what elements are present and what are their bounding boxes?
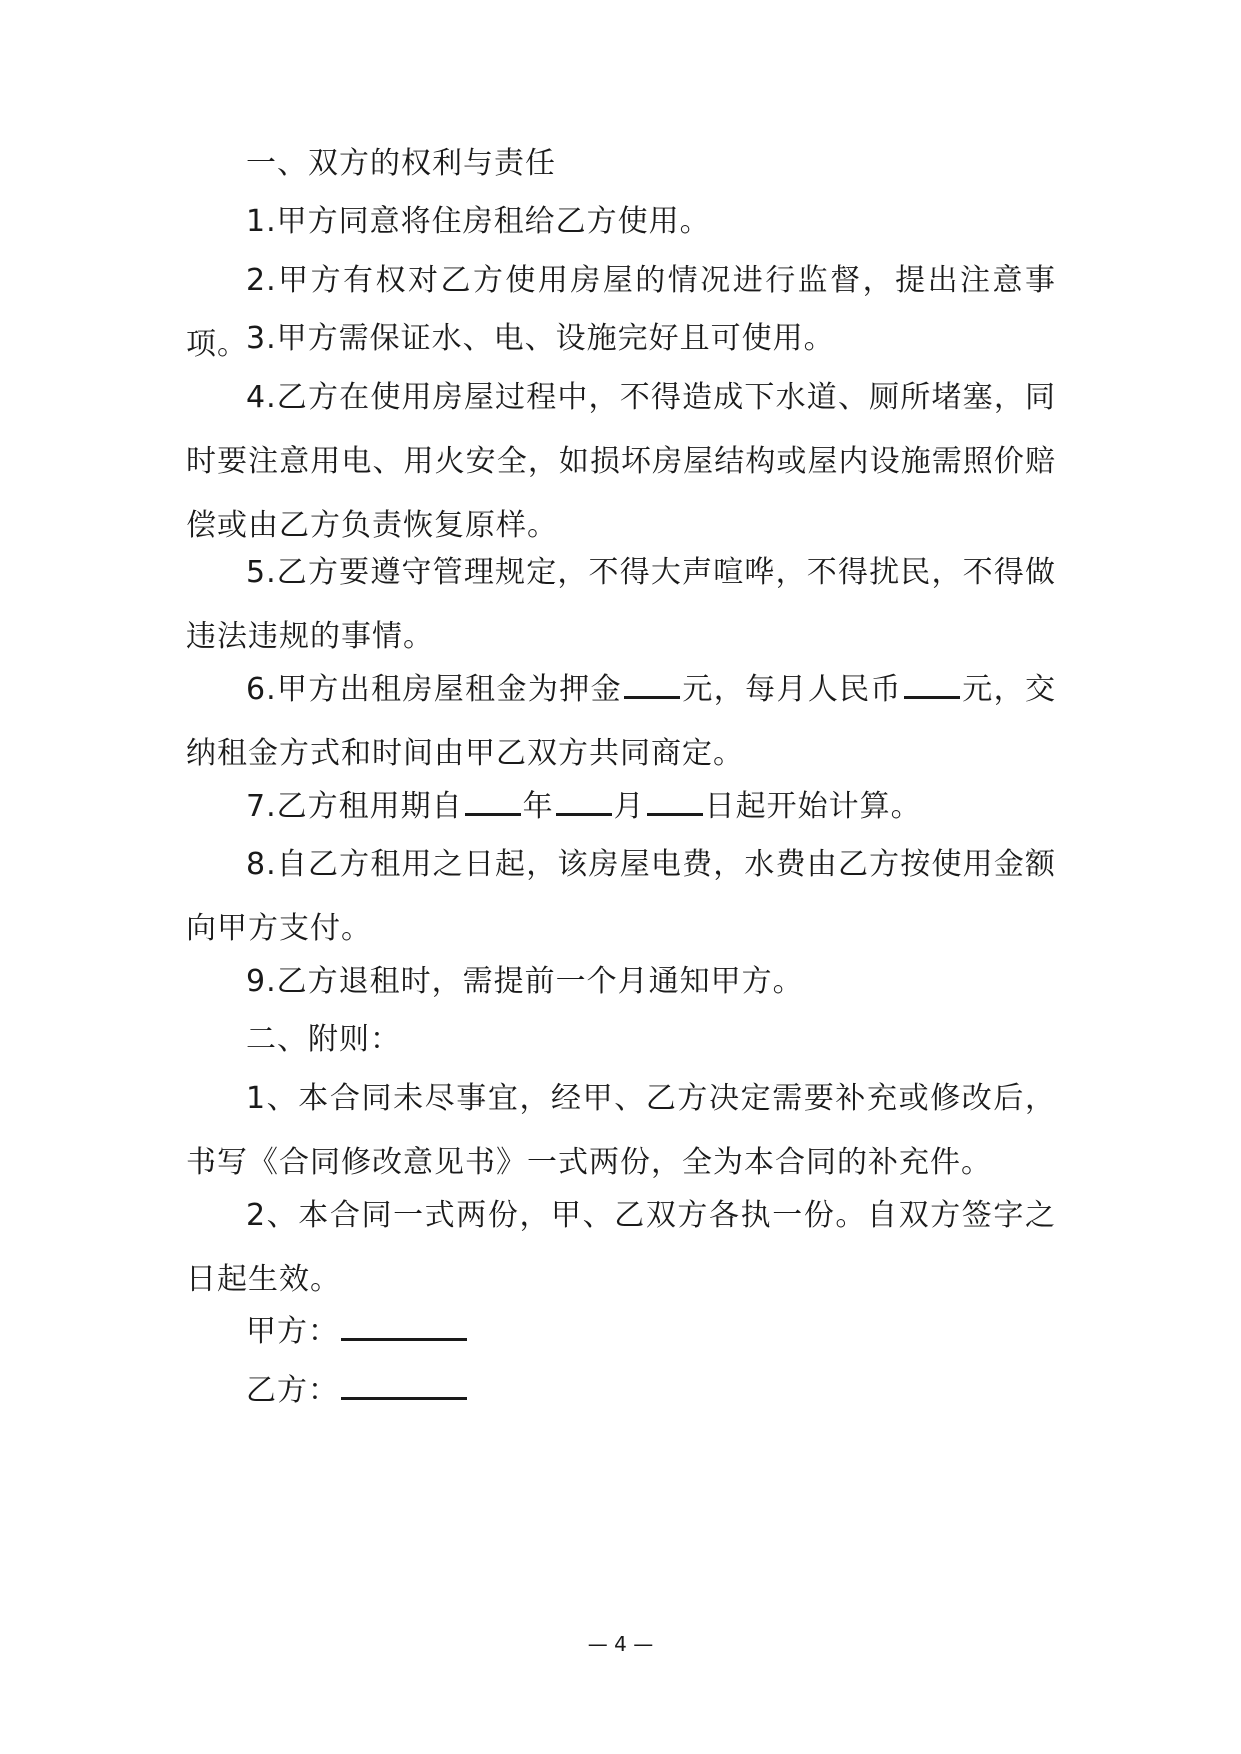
party-a-label: 甲方： bbox=[246, 1314, 339, 1349]
clause-3: 3.甲方需保证水、电、设施完好且可使用。 bbox=[246, 321, 835, 356]
clause-1: 1.甲方同意将住房租给乙方使用。 bbox=[246, 204, 711, 239]
party-a-signature-row bbox=[246, 1300, 469, 1364]
section-2-heading: 二、附则： bbox=[246, 1022, 401, 1057]
clause-7 bbox=[186, 775, 1056, 839]
clause-6 bbox=[186, 658, 1056, 786]
party-a-signature-blank bbox=[341, 1312, 467, 1341]
page-number: — 4 — bbox=[587, 1632, 654, 1656]
supplement-clause-1: 1、本合同未尽事宜，经甲、乙方决定需要补充或修改后，书写《合同修改意见书》一式两份，全为本合同的补充件。 bbox=[186, 1081, 1056, 1180]
clause-7-text-1: 7.乙方租用期自 bbox=[246, 789, 463, 824]
start-year-blank bbox=[465, 787, 521, 816]
supplement-clause-2: 2、本合同一式两份，甲、乙双方各执一份。自双方签字之日起生效。 bbox=[186, 1198, 1056, 1297]
clause-6-text-3: 元，交纳租金方式和时间由甲乙双方共同商定。 bbox=[186, 672, 1057, 771]
clause-7-text-3: 月 bbox=[613, 789, 645, 824]
party-b-signature-row bbox=[246, 1359, 469, 1423]
start-day-blank bbox=[647, 787, 703, 816]
clause-9: 9.乙方退租时，需提前一个月通知甲方。 bbox=[246, 964, 804, 999]
clause-7-text-2: 年 bbox=[522, 789, 554, 824]
clause-6-text-1: 6.甲方出租房屋租金为押金 bbox=[246, 672, 622, 707]
deposit-amount-blank bbox=[624, 670, 680, 699]
clause-6-text-2: 元，每月人民币 bbox=[682, 672, 902, 707]
party-b-label: 乙方： bbox=[246, 1373, 339, 1408]
clause-4: 4.乙方在使用房屋过程中，不得造成下水道、厕所堵塞，同时要注意用电、用火安全，如损坏房屋结构或屋内设施需照价赔偿或由乙方负责恢复原样。 bbox=[186, 380, 1056, 543]
party-b-signature-blank bbox=[341, 1371, 467, 1400]
section-1-heading: 一、双方的权利与责任 bbox=[246, 146, 556, 181]
clause-7-text-4: 日起开始计算。 bbox=[704, 789, 922, 824]
start-month-blank bbox=[556, 787, 612, 816]
monthly-rent-blank bbox=[904, 670, 960, 699]
clause-2: 2.甲方有权对乙方使用房屋的情况进行监督，提出注意事项。 bbox=[186, 263, 1056, 362]
clause-5: 5.乙方要遵守管理规定，不得大声喧哗，不得扰民，不得做违法违规的事情。 bbox=[186, 555, 1056, 654]
clause-8: 8.自乙方租用之日起，该房屋电费，水费由乙方按使用金额向甲方支付。 bbox=[186, 847, 1056, 946]
